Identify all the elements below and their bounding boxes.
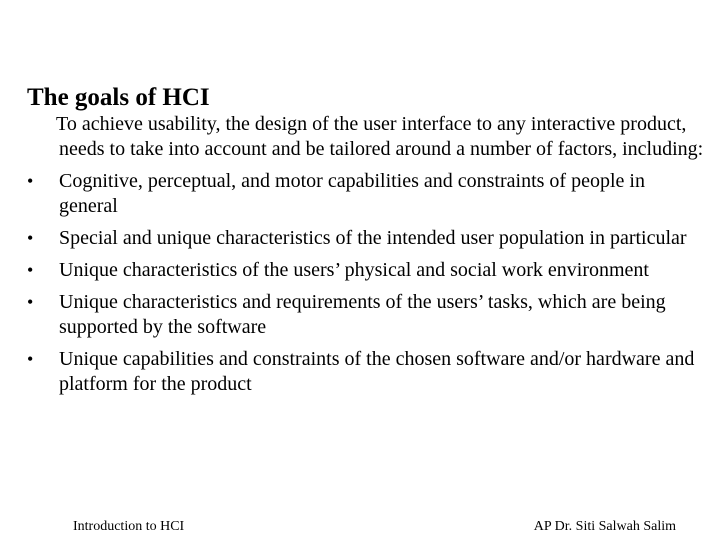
bullet-icon: • (27, 260, 34, 280)
list-item-text: Unique characteristics of the users’ physical and social work environment (59, 259, 649, 281)
bullet-icon: • (27, 171, 34, 191)
footer-author: AP Dr. Siti Salwah Salim (533, 519, 676, 534)
bullet-icon: • (27, 349, 34, 369)
list-item-text: Unique characteristics and requirements of the users’ tasks, which are being supported by the software (59, 291, 666, 338)
slide-title: The goals of HCI (27, 84, 210, 111)
intro-paragraph: To achieve usability, the design of the user interface to any interactive product, needs to take into account and be tailored around a number of factors, including: (56, 113, 704, 160)
list-item-text: Special and unique characteristics of the intended user population in particular (59, 227, 687, 249)
footer-course-title: Introduction to HCI (73, 519, 185, 534)
list-item-text: Unique capabilities and constraints of the chosen software and/or hardware and platform for the product (59, 348, 695, 395)
bullet-icon: • (27, 292, 34, 312)
bullet-icon: • (27, 228, 34, 248)
slide-content (27, 112, 707, 397)
list-item-text: Cognitive, perceptual, and motor capabilities and constraints of people in general (59, 170, 645, 217)
list-item (27, 169, 707, 219)
list-item (27, 290, 707, 340)
list-item (27, 226, 707, 251)
list-item (27, 347, 707, 397)
goals-list (27, 169, 707, 397)
list-item (27, 258, 707, 283)
